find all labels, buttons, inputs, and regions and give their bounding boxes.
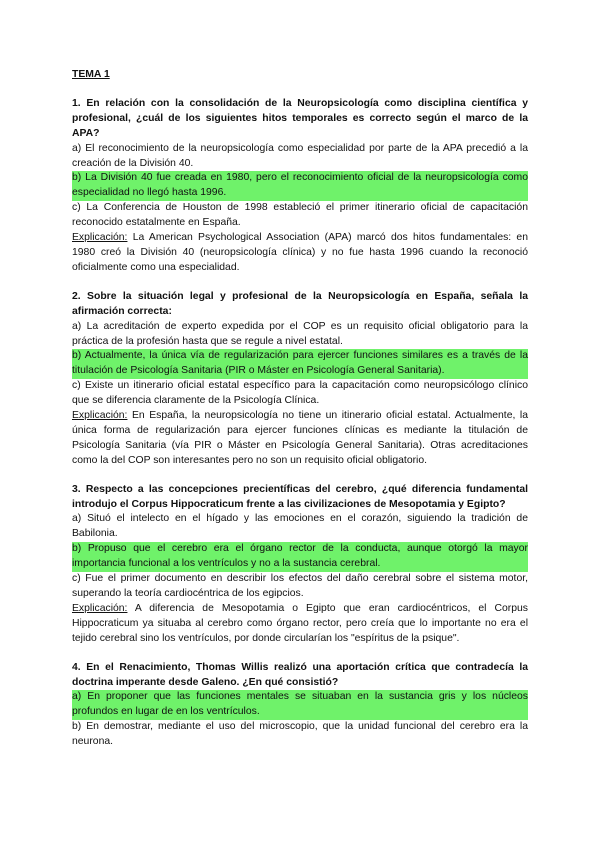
option-c: c) Fue el primer documento en describir los efectos del daño cerebral sobre el sistema motor, superando la teoría cardiocéntrica de los egipcios.: [72, 573, 528, 599]
question-4: [72, 661, 528, 750]
option-a-correct: a) En proponer que las funciones mentales se situaban en la sustancia gris y los núcleos profundos en lugar de en los ventrículos.: [72, 690, 528, 720]
option-b-correct: b) Actualmente, la única vía de regularización para ejercer funciones similares es a través de la titulación de Psicología Sanitaria (PIR o Máster en Psicología General Sanitaria).: [72, 349, 528, 379]
explanation-text: A diferencia de Mesopotamia o Egipto que eran cardiocéntricos, el Corpus Hippocraticum ya situaba al cerebro como órgano rector, pero creía que lo importante no era el tejido cerebral sino los ventrículos, por donde circularían los "espíritus de la psique".: [72, 602, 528, 644]
explanation: [72, 602, 528, 647]
question-stem: 3. Respecto a las concepciones precientíficas del cerebro, ¿qué diferencia fundamental introdujo el Corpus Hippocraticum frente a las civilizaciones de Mesopotamia y Egipto?: [72, 483, 528, 510]
explanation-label: Explicación:: [72, 232, 128, 244]
question-1: [72, 97, 528, 276]
question-2: [72, 290, 528, 469]
explanation-text: En España, la neuropsicología no tiene un itinerario oficial estatal. Actualmente, la única forma de regularización para ejercer funciones clínicas es mediante la titulación de Psicología Sanitaria (vía PIR o Máster en Psicología General Sanitaria). Otras acreditaciones como la del COP son interesantes pero no son un requisito oficial obligatorio.: [72, 410, 528, 466]
page-title: TEMA 1: [72, 69, 110, 80]
option-b: b) En demostrar, mediante el uso del microscopio, que la unidad funcional del cerebro era la neurona.: [72, 721, 528, 748]
document-page: [72, 68, 528, 764]
question-stem: 4. En el Renacimiento, Thomas Willis realizó una aportación crítica que contradecía la doctrina imperante desde Galeno. ¿En qué consistió?: [72, 661, 528, 688]
question-stem: 1. En relación con la consolidación de la Neuropsicología como disciplina científica y profesional, ¿cuál de los siguientes hitos temporales es correcto según el marco de la APA?: [72, 97, 528, 139]
option-a: a) La acreditación de experto expedida por el COP es un requisito oficial obligatorio para la práctica de la profesión hasta que se regule a nivel estatal.: [72, 320, 528, 347]
question-3: [72, 483, 528, 647]
option-c: c) La Conferencia de Houston de 1998 estableció el primer itinerario oficial de capacitación reconocido estatalmente en España.: [72, 202, 528, 229]
option-b-correct: b) Propuso que el cerebro era el órgano rector de la conducta, aunque otorgó la mayor importancia funcional a los ventrículos y no a la sustancia cerebral.: [72, 542, 528, 572]
explanation-label: Explicación:: [72, 602, 128, 614]
option-a: a) Situó el intelecto en el hígado y las emociones en el corazón, siguiendo la tradición de Babilonia.: [72, 513, 528, 540]
question-stem: 2. Sobre la situación legal y profesional de la Neuropsicología en España, señala la afirmación correcta:: [72, 290, 528, 317]
option-a: a) El reconocimiento de la neuropsicología como especialidad por parte de la APA precedió a la creación de la División 40.: [72, 142, 528, 169]
option-c: c) Existe un itinerario oficial estatal específico para la capacitación como neuropsicólogo clínico que se diferencia claramente de la Psicología Clínica.: [72, 380, 528, 407]
explanation-label: Explicación:: [72, 410, 128, 422]
option-b-correct: b) La División 40 fue creada en 1980, pero el reconocimiento oficial de la neuropsicología como especialidad no llegó hasta 1996.: [72, 171, 528, 201]
explanation: [72, 409, 528, 469]
explanation: [72, 231, 528, 276]
explanation-text: La American Psychological Association (APA) marcó dos hitos fundamentales: en 1980 creó la División 40 (neuropsicología clínica) y no fue hasta 1996 cuando la reconoció oficialmente como una especialidad.: [72, 232, 528, 273]
